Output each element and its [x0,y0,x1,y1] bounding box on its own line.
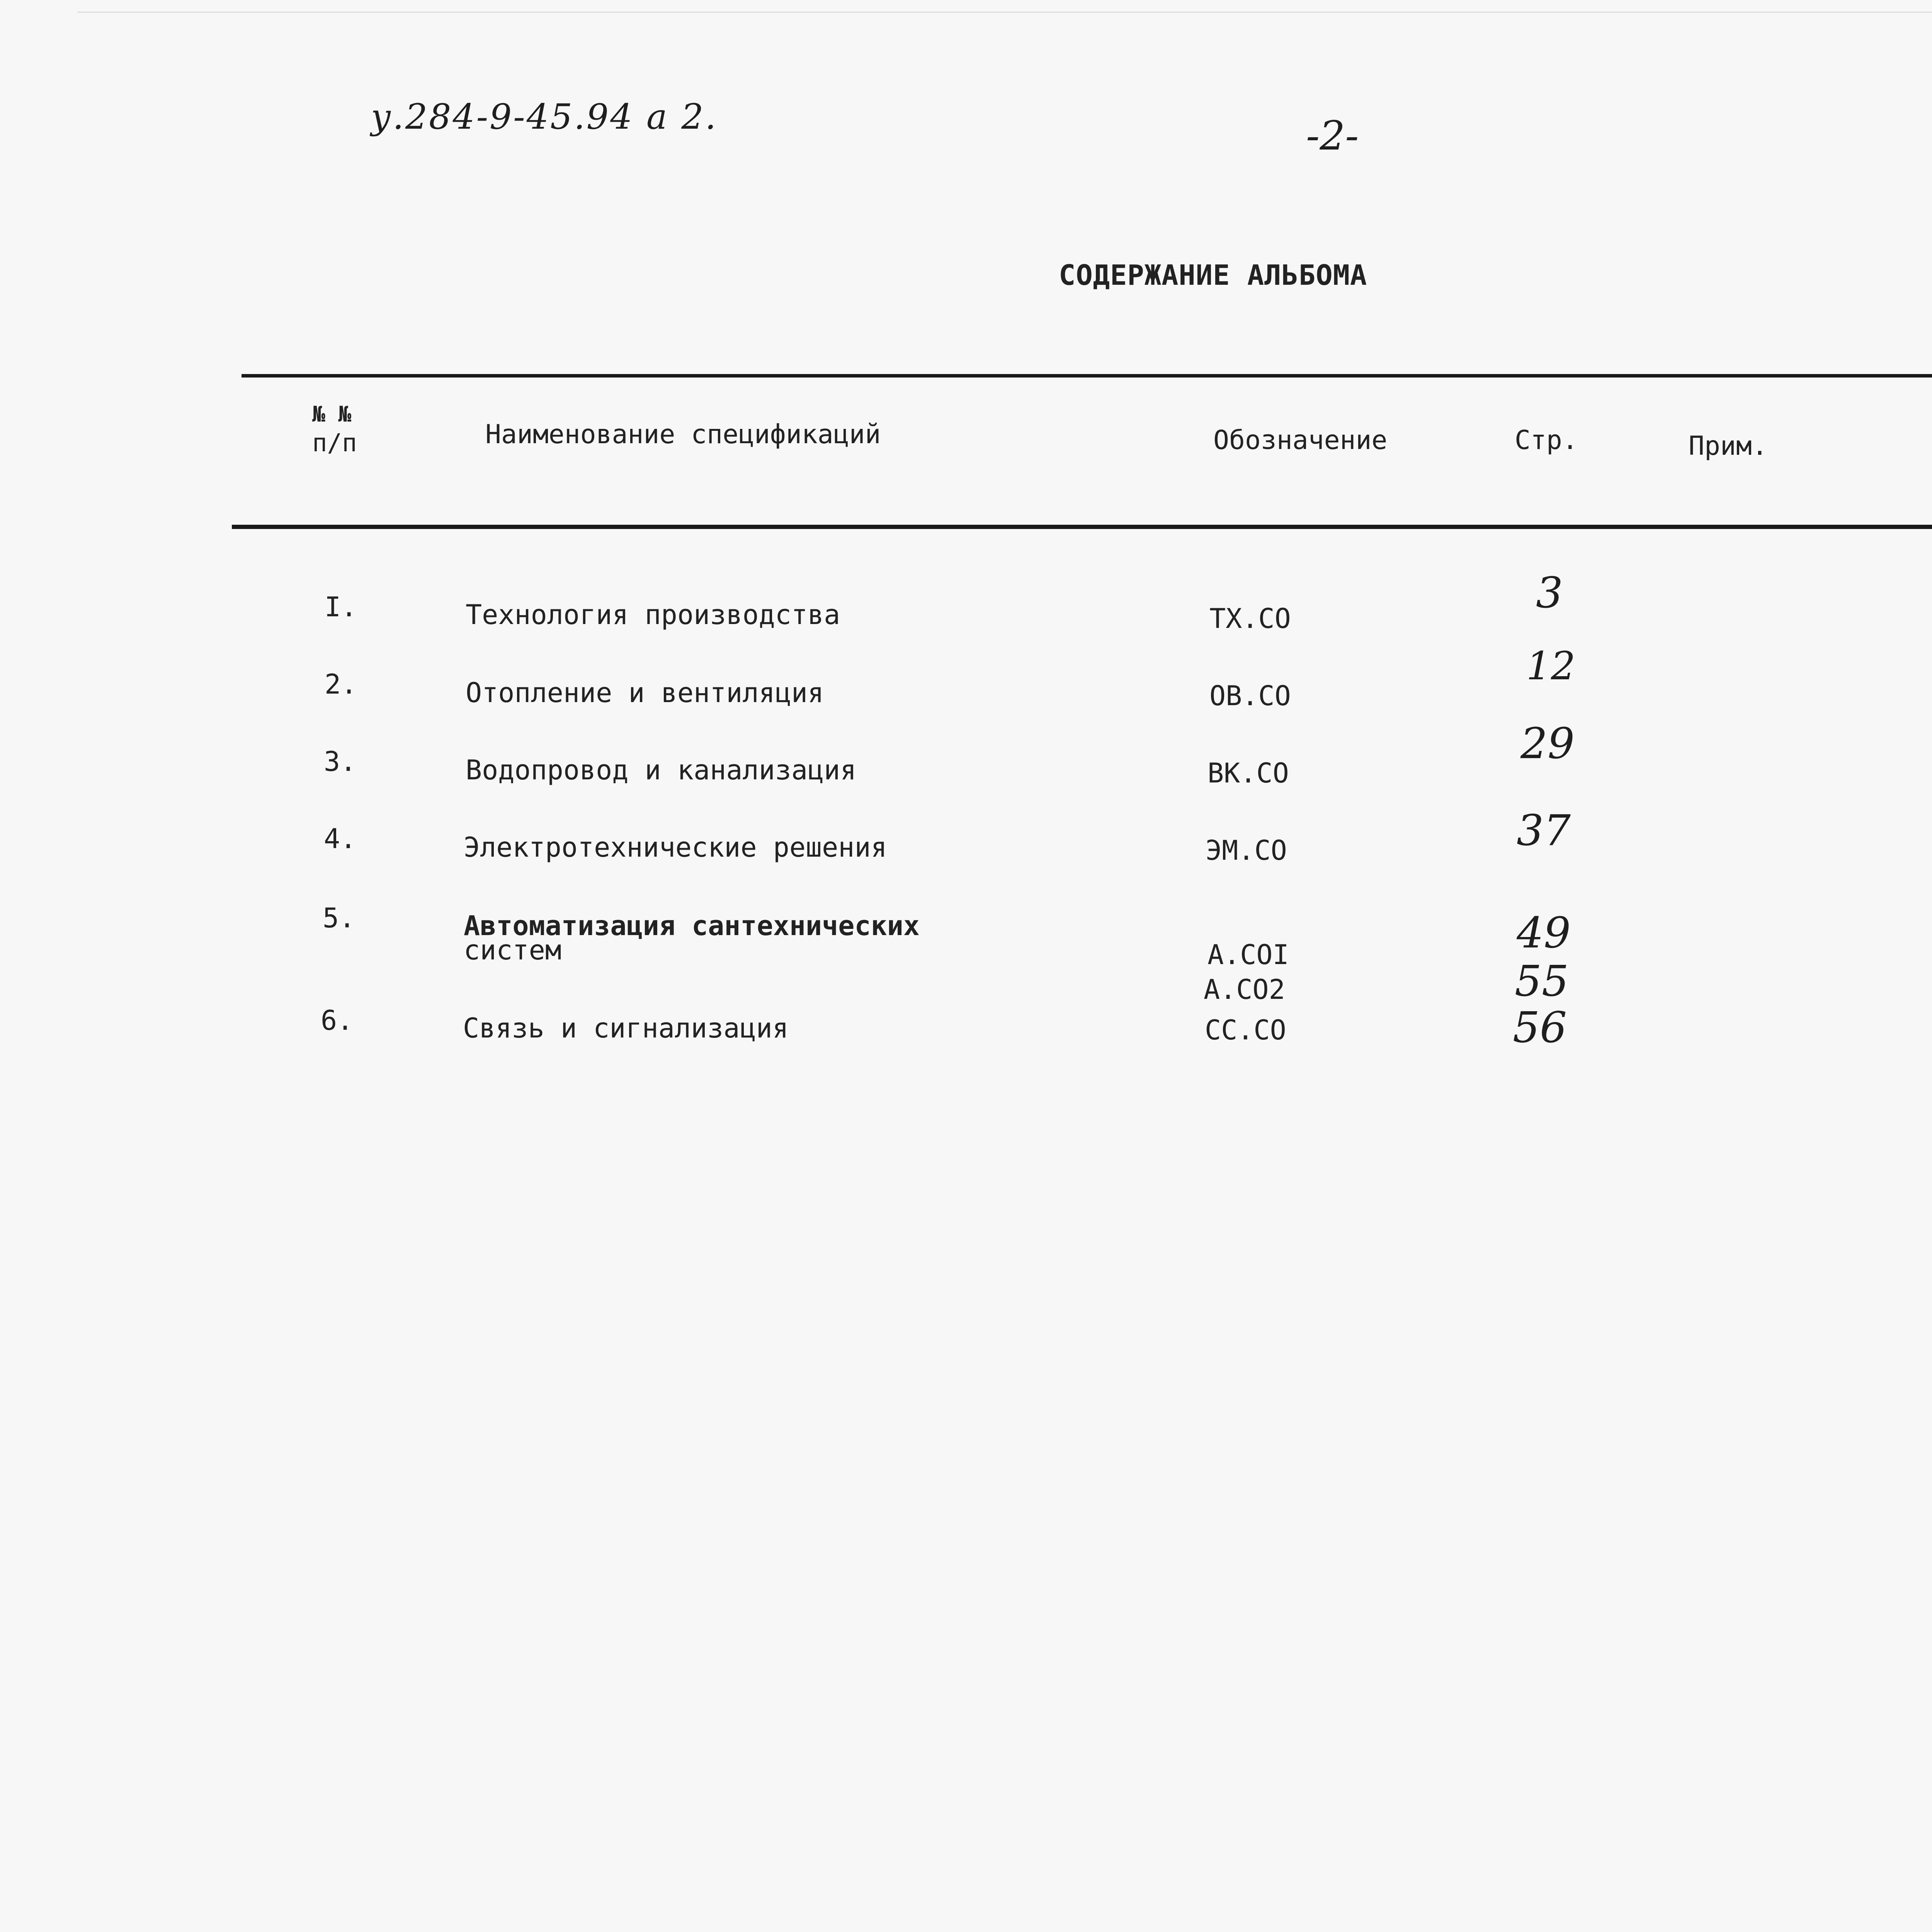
page-number: -2- [1306,112,1359,159]
row-6-number: 6. [321,1005,354,1036]
row-1-number: I. [325,591,357,623]
row-4-page: 37 [1517,806,1571,855]
row-3-page: 29 [1520,719,1575,768]
row-4-designation: ЭМ.СО [1206,835,1287,866]
row-2-designation: ОВ.СО [1209,680,1291,712]
row-2-page: 12 [1526,643,1576,689]
row-5-page-2: 55 [1515,956,1569,1006]
row-6-page: 56 [1513,1003,1567,1052]
row-6-designation: СС.СО [1205,1014,1286,1046]
row-2-number: 2. [325,668,357,700]
row-3-designation: ВК.СО [1208,757,1289,789]
column-header-name: Наименование спецификаций [485,419,881,450]
table-header-rule [232,525,1932,529]
row-6-name: Связь и сигнализация [463,1012,789,1044]
row-4-number: 4. [324,823,357,855]
row-2-name: Отопление и вентиляция [466,677,824,709]
row-5-name-line-1: Автоматизация сантехнических [464,910,920,942]
row-5-page-1: 49 [1517,908,1571,957]
column-header-note: Прим. [1689,431,1768,461]
column-header-number-symbol: № № [312,402,352,427]
album-contents-title: СОДЕРЖАНИЕ АЛЬБОМА [1059,259,1367,291]
column-header-number: п/п [312,429,357,457]
row-3-number: 3. [324,746,357,777]
table-top-rule [242,374,1932,378]
row-1-designation: ТХ.СО [1209,603,1291,634]
row-5-designation-1: А.СОI [1208,939,1289,971]
column-header-page: Стр. [1515,425,1578,456]
row-5-name-line-2: систем [464,934,561,966]
row-5-designation-2: А.СО2 [1204,974,1285,1005]
row-4-name: Электротехнические решения [464,832,887,863]
row-1-name: Технология производства [466,599,840,631]
row-1-page: 3 [1536,568,1563,617]
scan-edge-top [77,12,1932,13]
column-header-designation: Обозначение [1213,425,1388,456]
row-5-number: 5. [323,902,355,934]
row-3-name: Водопровод и канализация [466,754,857,786]
document-code: у.284-9-45.94 а 2. [371,97,718,137]
